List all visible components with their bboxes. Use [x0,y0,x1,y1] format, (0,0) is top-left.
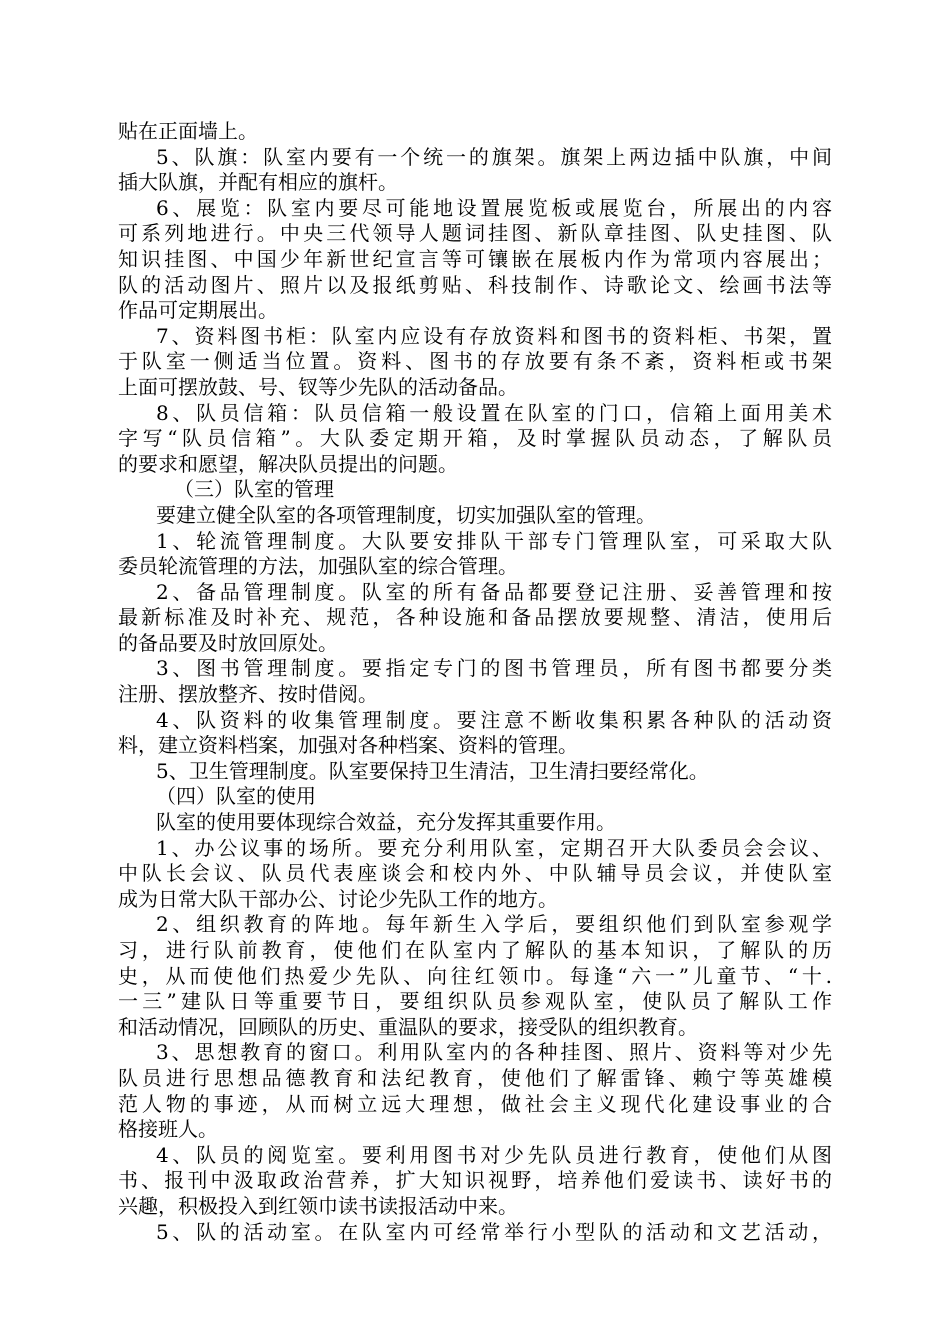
text-line: 2、备品管理制度。队室的所有备品都要登记注册、妥善管理和按 [156,579,832,604]
text-line: 插大队旗，并配有相应的旗杆。 [118,170,398,195]
text-line: 于队室一侧适当位置。资料、图书的存放要有条不紊，资料柜或书架 [118,349,832,374]
text-line: 要建立健全队室的各项管理制度，切实加强队室的管理。 [156,502,656,527]
text-line: 书、报刊中汲取政治营养，扩大知识视野，培养他们爱读书、读好书的 [118,1168,832,1193]
text-line: 知识挂图、中国少年新世纪宣言等可镶嵌在展板内作为常项内容展出； [118,246,832,271]
text-line: 史，从而使他们热爱少先队、向往红领巾。每逢“六一”儿童节、“十. [118,963,832,988]
document-body [118,119,832,1245]
section-heading: （三）队室的管理 [174,477,334,502]
text-line: 队室的使用要体现综合效益，充分发挥其重要作用。 [156,810,616,835]
section-heading: （四）队室的使用 [156,784,316,809]
text-line: 作品可定期展出。 [118,298,278,323]
text-line: 上面可摆放鼓、号、钗等少先队的活动备品。 [118,374,518,399]
text-line: 5、队的活动室。在队室内可经常举行小型队的活动和文艺活动， [156,1219,832,1244]
text-line: 6、展览：队室内要尽可能地设置展览板或展览台，所展出的内容 [156,195,832,220]
text-line: 的要求和愿望，解决队员提出的问题。 [118,451,458,476]
text-line: 4、队员的阅览室。要利用图书对少先队员进行教育，使他们从图 [156,1142,832,1167]
text-line: 兴趣，积极投入到红领巾读书读报活动中来。 [118,1193,518,1218]
text-line: 队员进行思想品德教育和法纪教育，使他们了解雷锋、赖宁等英雄模 [118,1065,832,1090]
text-line: 委员轮流管理的方法，加强队室的综合管理。 [118,554,518,579]
text-line: 4、队资料的收集管理制度。要注意不断收集积累各种队的活动资 [156,707,832,732]
text-line: 3、图书管理制度。要指定专门的图书管理员，所有图书都要分类 [156,656,832,681]
text-line: 字写“队员信箱”。大队委定期开箱，及时掌握队员动态，了解队员 [118,426,832,451]
text-line: 2、组织教育的阵地。每年新生入学后，要组织他们到队室参观学 [156,912,832,937]
text-line: 5、队旗：队室内要有一个统一的旗架。旗架上两边插中队旗，中间 [156,144,832,169]
text-line: 成为日常大队干部办公、讨论少先队工作的地方。 [118,886,558,911]
text-line: 可系列地进行。中央三代领导人题词挂图、新队章挂图、队史挂图、队 [118,221,832,246]
text-line: 范人物的事迹，从而树立远大理想，做社会主义现代化建设事业的合 [118,1091,832,1116]
text-line: 最新标准及时补充、规范，各种设施和备品摆放要规整、清洁，使用后 [118,605,832,630]
text-line: 1、办公议事的场所。要充分利用队室，定期召开大队委员会会议、 [156,835,832,860]
text-line: 注册、摆放整齐、按时借阅。 [118,682,378,707]
text-line: 5、卫生管理制度。队室要保持卫生清洁，卫生清扫要经常化。 [156,758,709,783]
text-line: 贴在正面墙上。 [118,119,258,143]
text-line: 格接班人。 [118,1117,218,1142]
text-line: 3、思想教育的窗口。利用队室内的各种挂图、照片、资料等对少先 [156,1040,832,1065]
text-line: 习，进行队前教育，使他们在队室内了解队的基本知识，了解队的历 [118,938,832,962]
text-line: 8、队员信箱：队员信箱一般设置在队室的门口，信箱上面用美术 [156,400,832,425]
text-line: 一三”建队日等重要节日，要组织队员参观队室，使队员了解队工作 [118,989,832,1014]
text-line: 和活动情况，回顾队的历史、重温队的要求，接受队的组织教育。 [118,1014,698,1039]
text-line: 料，建立资料档案，加强对各种档案、资料的管理。 [118,733,578,758]
text-line: 的备品要及时放回原处。 [118,630,338,655]
text-line: 中队长会议、队员代表座谈会和校内外、中队辅导员会议，并使队室 [118,861,832,886]
text-line: 7、资料图书柜：队室内应设有存放资料和图书的资料柜、书架，置 [156,323,832,348]
text-line: 队的活动图片、照片以及报纸剪贴、科技制作、诗歌论文、绘画书法等 [118,272,832,297]
text-line: 1、轮流管理制度。大队要安排队干部专门管理队室，可采取大队 [156,528,832,553]
